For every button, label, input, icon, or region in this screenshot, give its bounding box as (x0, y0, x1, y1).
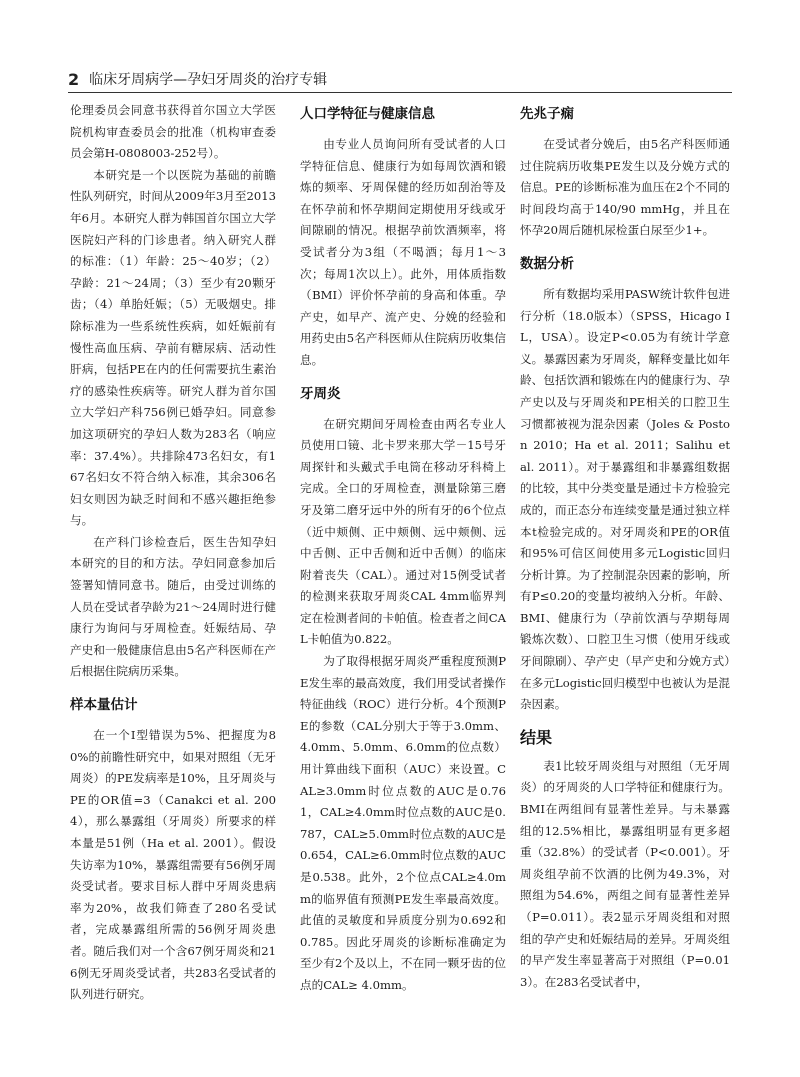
paragraph-roc-analysis: 为了取得根据牙周炎严重程度预测PE发生率的最高效度，我们用受试者操作特征曲线（ROC）进行分析。4个预测PE的参数（CAL分别大于等于3.0mm、4.0mm、5.0mm、6.0mm的位点数）用计算曲线下面积（AUC）来设置。CAL≥3.0mm时位点数的AUC是0.761，CAL≥4.0mm时位点数的AUC是0.787，CAL≥5.0mm时位点数的AUC是0.654，CAL≥6.0mm时位点数的AUC是0.538。此外，2个位点CAL≥4.0mm的临界值有预测PE发生率最高效度。此值的灵敏度和异质度分别为0.692和0.785。因此牙周炎的诊断标准确定为至少有2个及以上，不在同一颗牙齿的位点的CAL≥ 4.0mm。 (300, 654, 506, 992)
column-3 (520, 100, 730, 993)
header-rule (68, 92, 732, 93)
paragraph-consent: 在产科门诊检查后，医生告知孕妇本研究的目的和方法。孕妇同意参加后签署知情同意书。随后，由受过训练的人员在受试者孕龄为21～24周时进行健康行为询问与牙周检查。妊娠结局、孕产史和一般健康信息由5名产科医师在产后根据住院病历采集。 (70, 534, 276, 679)
running-header (68, 66, 732, 92)
paragraph-results: 表1比较牙周炎组与对照组（无牙周炎）的牙周炎的人口学特征和健康行为。BMI在两组间有显著性差异。与未暴露组的12.5%相比，暴露组明显有更多超重（32.8%）的受试者（P<0.001）。牙周炎组孕前不饮酒的比例为49.3%，对照组为54.6%，两组之间有显著性差异（P=0.011）。表2显示牙周炎组和对照组的孕产史和妊娠结局的差异。牙周炎组的早产发生率显著高于对照组（P=0.013）。在283名受试者中， (520, 758, 730, 989)
section-heading-preeclampsia: 先兆子痫 (520, 106, 574, 122)
paragraph-preeclampsia: 在受试者分娩后，由5名产科医师通过住院病历收集PE发生以及分娩方式的信息。PE的诊断标准为血压在2个不同的时间段均高于140/90 mmHg，并且在怀孕20周后随机尿检蛋白尿至少1+。 (520, 137, 730, 238)
paragraph-sample-size: 在一个Ⅰ型错误为5%、把握度为80%的前瞻性研究中，如果对照组（无牙周炎）的PE发病率是10%，且牙周炎与PE的OR值=3（Canakci et al. 2004），那么暴露组（牙周炎）所要求的样本量是51例（Ha et al. 2001）。假设失访率为10%，暴露组需要有56例牙周炎受试者。要求目标人群中牙周炎患病率为20%，故我们筛查了280名受试者，完成暴露组所需的56例牙周炎患者。随后我们对一个含67例牙周炎和216例无牙周炎受试者，共283名受试者的队列进行研究。 (70, 728, 276, 1002)
paragraph-demographics: 由专业人员询问所有受试者的人口学特征信息、健康行为如每周饮酒和锻炼的频率、牙周保健的经历如刮治等及在怀孕前和怀孕期间定期使用牙线或牙间隙刷的情况。根据孕前饮酒频率，将受试者分为3组（不喝酒；每月1～3次；每周1次以上）。此外，用体质指数（BMI）评价怀孕前的身高和体重。孕产史，如早产、流产史、分娩的经验和用药史由5名产科医师从住院病历收集信息。 (300, 137, 506, 367)
journal-title: 临床牙周病学—孕妇牙周炎的治疗专辑 (89, 72, 328, 88)
section-heading-results: 结果 (520, 727, 553, 747)
page-number: 2 (68, 69, 80, 89)
column-2 (300, 100, 506, 997)
section-heading-periodontitis: 牙周炎 (300, 385, 341, 402)
paragraph-periodontal-exam: 在研究期间牙周检查由两名专业人员使用口镜、北卡罗来那大学－15号牙周探针和头戴式手电筒在移动牙科椅上完成。全口的牙周检查，测量除第三磨牙及第二磨牙远中外的所有牙的6个位点（近中颊侧、正中颊侧、远中颊侧、远中舌侧、正中舌侧和近中舌侧）的临床附着丧失（CAL）。通过对15例受试者的检测来获取牙周炎CAL 4mm临界判定在检测者间的卡帕值。检查者之间CAL卡帕值为0.822。 (300, 416, 506, 647)
column-1 (70, 100, 276, 1006)
paragraph-study-design: 本研究是一个以医院为基础的前瞻性队列研究，时间从2009年3月至2013年6月。本研究人群为韩国首尔国立大学医院妇产科的门诊患者。纳入研究人群的标准：（1）年龄：25～40岁；（2）孕龄：21～24周；（3）至少有20颗牙齿；（4）单胎妊娠；（5）无吸烟史。排除标准为一些系统性疾病，如妊娠前有慢性高血压病、孕前有糖尿病、活动性肝病，包括PE在内的任何需要抗生素治疗的感染性疾病等。研究人群为首尔国立大学妇产科756例已婚孕妇。同意参加这项研究的孕妇人数为283名（响应率：37.4%）。共排除473名妇女，有167名妇女不符合纳入标准，其余306名妇女则因为缺乏时间和不感兴趣拒绝参与。 (70, 167, 276, 528)
paragraph-ethics: 伦理委员会同意书获得首尔国立大学医院机构审查委员会的批准（机构审查委员会第H-0808003-252号）。 (70, 103, 276, 161)
paragraph-data-analysis: 所有数据均采用PASW统计软件包进行分析（18.0版本）（SPSS，Hicago IL，USA）。设定P<0.05为有统计学意义。暴露因素为牙周炎，解释变量比如年龄、包括饮酒和锻炼在内的健康行为、孕产史以及与牙周炎和PE相关的口腔卫生习惯都被视为混杂因素（Joles & Poston 2010；Ha et al. 2011；Salihu et al. 2011）。对于暴露组和非暴露组数据的比较，其中分类变量是通过卡方检验完成的，而正态分布连续变量是通过独立样本t检验完成的。对牙周炎和PE的OR值和95%可信区间使用多元Logistic回归分析计算。为了控制混杂因素的影响，所有P≤0.20的变量均被纳入分析。年龄、BMI、健康行为（孕前饮酒与孕期每周锻炼次数）、口腔卫生习惯（使用牙线或牙间隙刷）、孕产史（早产史和分娩方式）在多元Logistic回归模型中也被认为是混杂因素。 (520, 286, 730, 712)
section-heading-data-analysis: 数据分析 (520, 255, 574, 272)
section-heading-sample-size: 样本量估计 (70, 697, 138, 714)
section-heading-demographics: 人口学特征与健康信息 (300, 106, 435, 122)
